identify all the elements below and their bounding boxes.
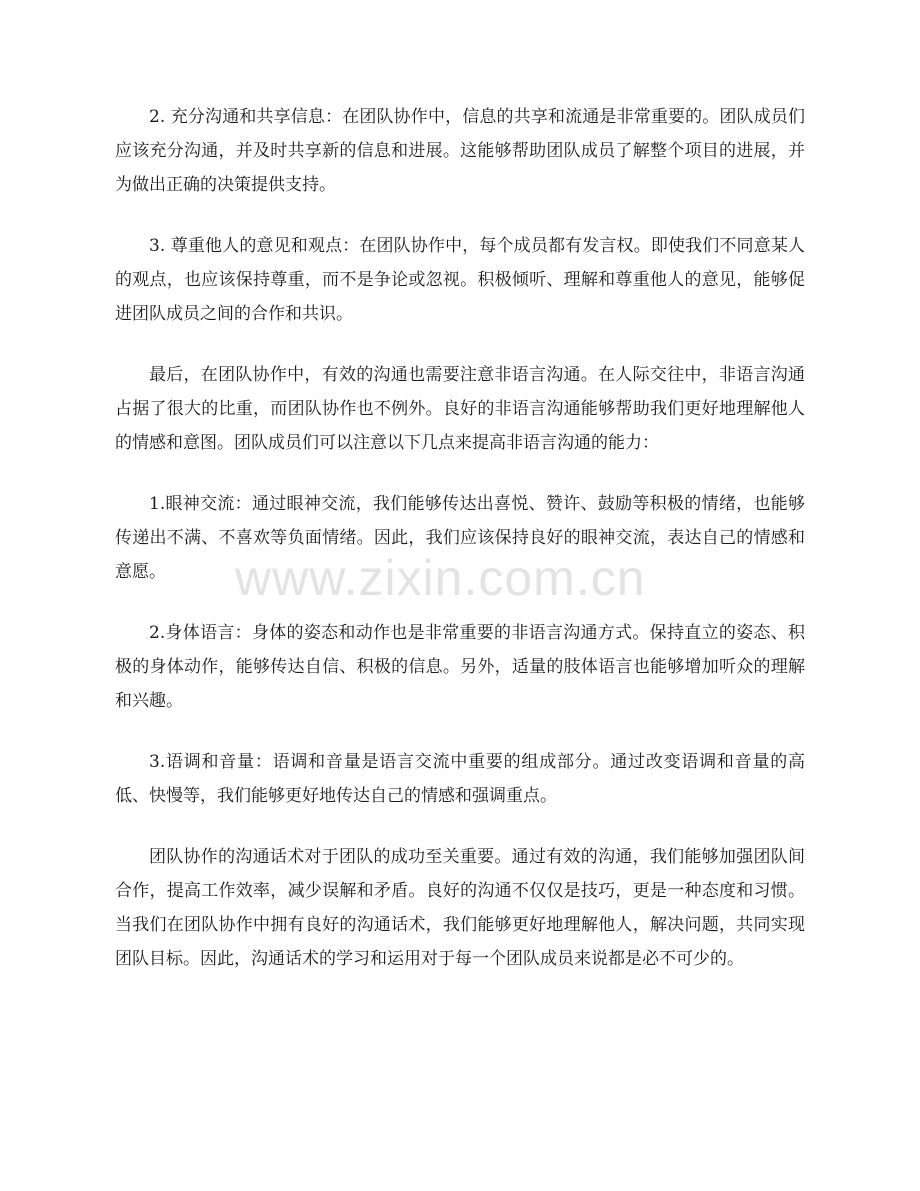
paragraph-body-language: 2.身体语言：身体的姿态和动作也是非常重要的非语言沟通方式。保持直立的姿态、积极的身体动作，能够传达自信、积极的信息。另外，适量的肢体语言也能够增加听众的理解和兴趣。 [115, 623, 805, 711]
paragraph-eye-contact: 1.眼神交流：通过眼神交流，我们能够传达出喜悦、赞许、鼓励等积极的情绪，也能够传递出不满、不喜欢等负面情绪。因此，我们应该保持良好的眼神交流，表达自己的情感和意愿。 [115, 494, 805, 582]
paragraph-nonverbal-intro: 最后，在团队协作中，有效的沟通也需要注意非语言沟通。在人际交往中，非语言沟通占据了很大的比重，而团队协作也不例外。良好的非语言沟通能够帮助我们更好地理解他人的情感和意图。团队成员们可以注意以下几点来提高非语言沟通的能力： [115, 365, 805, 453]
watermark: www.zixin.com.cn [235, 550, 646, 606]
paragraph-conclusion: 团队协作的沟通话术对于团队的成功至关重要。通过有效的沟通，我们能够加强团队间合作，提高工作效率，减少误解和矛盾。良好的沟通不仅仅是技巧，更是一种态度和习惯。当我们在团队协作中拥有良好的沟通话术，我们能够更好地理解他人，解决问题，共同实现团队目标。因此，沟通话术的学习和运用对于每一个团队成员来说都是必不可少的。 [115, 847, 805, 969]
paragraph-communication-sharing: 2. 充分沟通和共享信息：在团队协作中，信息的共享和流通是非常重要的。团队成员们应该充分沟通，并及时共享新的信息和进展。这能够帮助团队成员了解整个项目的进展，并为做出正确的决策提供支持。 [115, 107, 805, 195]
paragraph-tone-volume: 3.语调和音量：语调和音量是语言交流中重要的组成部分。通过改变语调和音量的高低、快慢等，我们能够更好地传达自己的情感和强调重点。 [115, 752, 805, 806]
document-body [115, 100, 805, 1003]
paragraph-respect-opinions: 3. 尊重他人的意见和观点：在团队协作中，每个成员都有发言权。即使我们不同意某人的观点，也应该保持尊重，而不是争论或忽视。积极倾听、理解和尊重他人的意见，能够促进团队成员之间的合作和共识。 [115, 236, 805, 324]
